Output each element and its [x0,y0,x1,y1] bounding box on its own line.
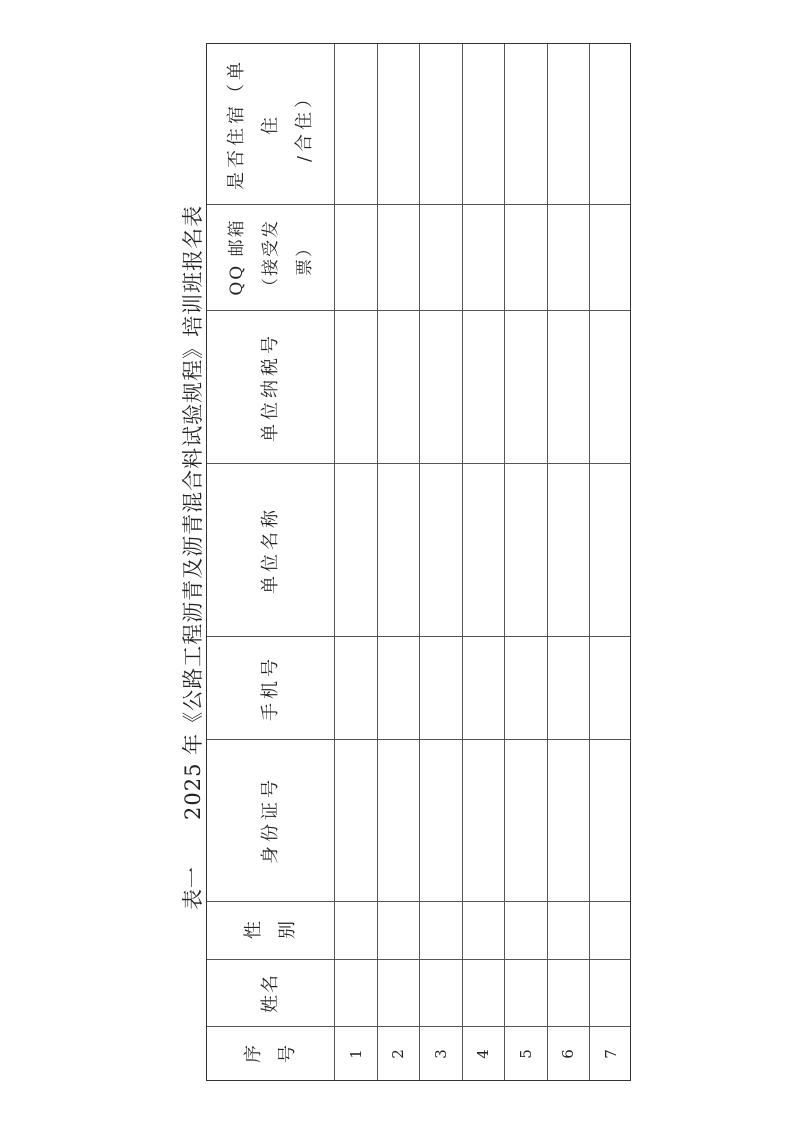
header-text: 序 [242,1045,264,1063]
row-number: 2 [389,1049,407,1059]
header-text: 是否住宿（单住 [225,58,281,190]
registration-table [206,43,631,1081]
header-phone [207,636,334,739]
row-divider [547,44,548,1080]
header-text: 号 [276,1045,298,1063]
header-text: （接受发 [260,219,281,295]
row-divider [589,44,590,1080]
row-divider [377,44,378,1080]
row-number: 3 [431,1049,450,1059]
header-text: 别 [276,921,298,939]
header-gender [207,901,334,959]
header-text: 票） [294,238,315,276]
header-qq-email [207,204,334,310]
row-number: 7 [601,1049,620,1059]
row-divider [462,44,463,1080]
row-divider [419,44,420,1080]
row-number: 4 [474,1049,492,1059]
header-text: 姓名 [259,972,281,1013]
header-id-card [207,739,334,901]
header-tax-id [207,310,334,463]
table-label: 表一 [181,866,205,910]
header-company [207,463,334,636]
header-name [207,959,334,1026]
header-text: 手机号 [259,654,281,721]
row-divider [504,44,505,1080]
header-lodging [207,44,334,204]
row-number: 6 [559,1049,577,1059]
header-text: 单位名称 [259,505,281,594]
row-number: 1 [346,1049,365,1059]
header-text: /合住） [293,85,315,163]
header-seq [207,1026,334,1082]
page-title: 2025 年《公路工程沥青及沥青混合料试验规程》培训班报名表 [181,204,205,820]
header-text: 单位纳税号 [259,331,281,442]
header-text: 身份证号 [259,776,281,864]
header-text: QQ 邮箱 [226,218,247,296]
header-text: 性 [242,921,264,939]
row-number: 5 [516,1049,535,1059]
row-divider [334,44,335,1080]
